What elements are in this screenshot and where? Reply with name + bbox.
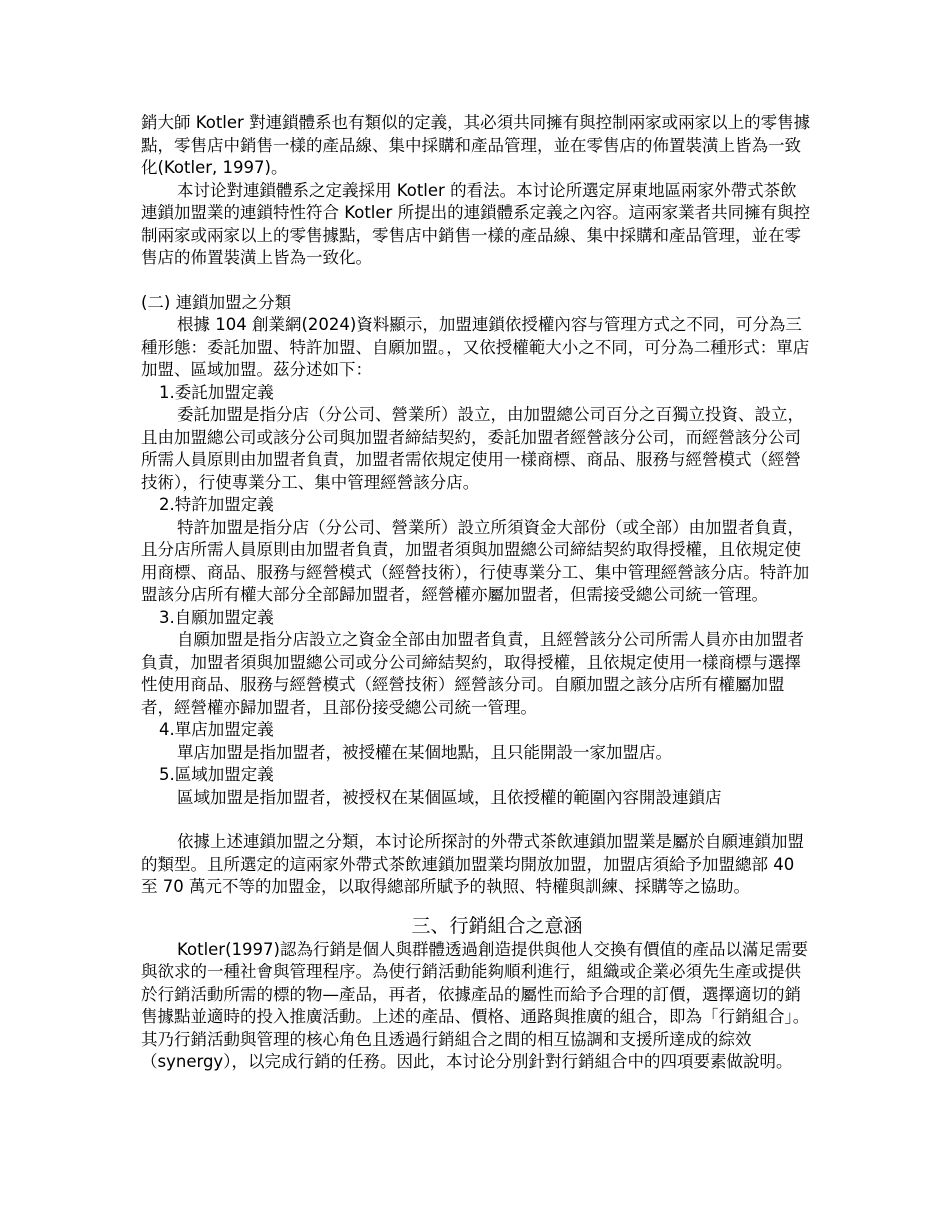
item-body-regional: 區域加盟是指加盟者，被授权在某個區域，且依授權的範圍內容開設連鎖店 [177,787,722,807]
paragraph-classification-conclusion: 依據上述連鎖加盟之分類，本讨论所探討的外帶式茶飲連鎖加盟業是屬於自願連鎖加盟的類型。且所選定的這兩家外帶式茶飲連鎖加盟業均開放加盟，加盟店須給予加盟總部 40 至 70 萬元不等的加盟金，以取得總部所賦予的執照、特權與訓練、採購等之協助。 [141,832,804,896]
item-body-voluntary: 自願加盟是指分店設立之資金全部由加盟者負責，且經營該分公司所需人員亦由加盟者負責，加盟者須與加盟總公司或分公司締結契約，取得授權，且依規定使用一樣商標与選擇性使用商品、服務与經營模式（經營技術）經營該分司。自願加盟之該分店所有權屬加盟者，經營權亦歸加盟者，且部份接受總公司統一管理。 [141,630,804,717]
paragraph-definition-adopted: 本讨论對連鎖體系之定義採用 Kotler 的看法。本讨论所選定屏東地區兩家外帶式茶飲連鎖加盟業的連鎖特性符合 Kotler 所提出的連鎖體系定義之內容。這兩家業者共同擁有與控制兩家或兩家以上的零售據點，零售店中銷售一樣的產品線、集中採購和產品管理，並在零售店的佈置裝潢上皆為一致化。 [141,180,811,267]
item-title-single-store: 4.單店加盟定義 [159,720,274,739]
item-title-voluntary: 3.自願加盟定義 [159,607,274,627]
document-page [141,112,813,1074]
paragraph-classification-intro: 根據 104 創業網(2024)資料顯示，加盟連鎖依授權內容与管理方式之不同，可分為三種形態：委託加盟、特許加盟、自願加盟。，又依授權範大小之不同，可分為二種形式：單店加盟、區域加盟。茲分述如下： [141,315,810,379]
section-heading-classification: (二) 連鎖加盟之分類 [141,292,292,312]
item-title-entrusted: 1.委託加盟定義 [159,382,274,402]
paragraph-kotler-definition: 銷大師 Kotler 對連鎖體系也有類似的定義，其必須共同擁有與控制兩家或兩家以上的零售據點，零售店中銷售一樣的產品線、集中採購和產品管理，並在零售店的佈置裝潢上皆為一致化(Kotler, 1997)。 [141,113,811,177]
item-title-regional: 5.區域加盟定義 [159,765,274,784]
paragraph-marketing-mix: Kotler(1997)認為行銷是個人與群體透過創造提供與他人交換有價值的產品以滿足需要與欲求的一種社會與管理程序。為使行銷活動能夠順利進行，組織或企業必須先生產或提供於行銷活動所需的標的物—產品，再者，依據產品的屬性而給予合理的訂價，選擇適切的銷售據點並適時的投入推廣活動。上述的產品、價格、通路與推廣的組合，即為「行銷組合」。其乃行銷活動與管理的核心角色且透過行銷組合之間的相互協調和支援所達成的綜效（synergy），以完成行銷的任務。因此，本讨论分別針對行銷組合中的四項要素做說明。 [141,939,810,1071]
section-heading-marketing-mix: 三、行銷組合之意涵 [411,914,583,937]
item-body-franchise: 特許加盟是指分店（分公司、營業所）設立所須資金大部份（或全部）由加盟者負責，且分店所需人員原則由加盟者負責，加盟者須與加盟總公司締結契約取得授權，且依規定使用商標、商品、服務与經營模式（經營技術），行使專業分工、集中管理經營該分店。特許加盟該分店所有權大部分全部歸加盟者，經營權亦屬加盟者，但需接受總公司統一管理。 [141,517,810,604]
item-title-franchise: 2.特許加盟定義 [159,495,274,514]
item-body-single-store: 單店加盟是指加盟者，被授權在某個地點，且只能開設一家加盟店。 [177,742,672,762]
item-body-entrusted: 委託加盟是指分店（分公司、營業所）設立，由加盟總公司百分之百獨立投資、設立，且由加盟總公司或該分公司與加盟者締結契約，委託加盟者經營該分公司，而經營該分公司所需人員原則由加盟者負責，加盟者需依規定使用一樣商標、商品、服務与經營模式（經營技術），行使專業分工、集中管理經營該分店。 [141,405,804,492]
